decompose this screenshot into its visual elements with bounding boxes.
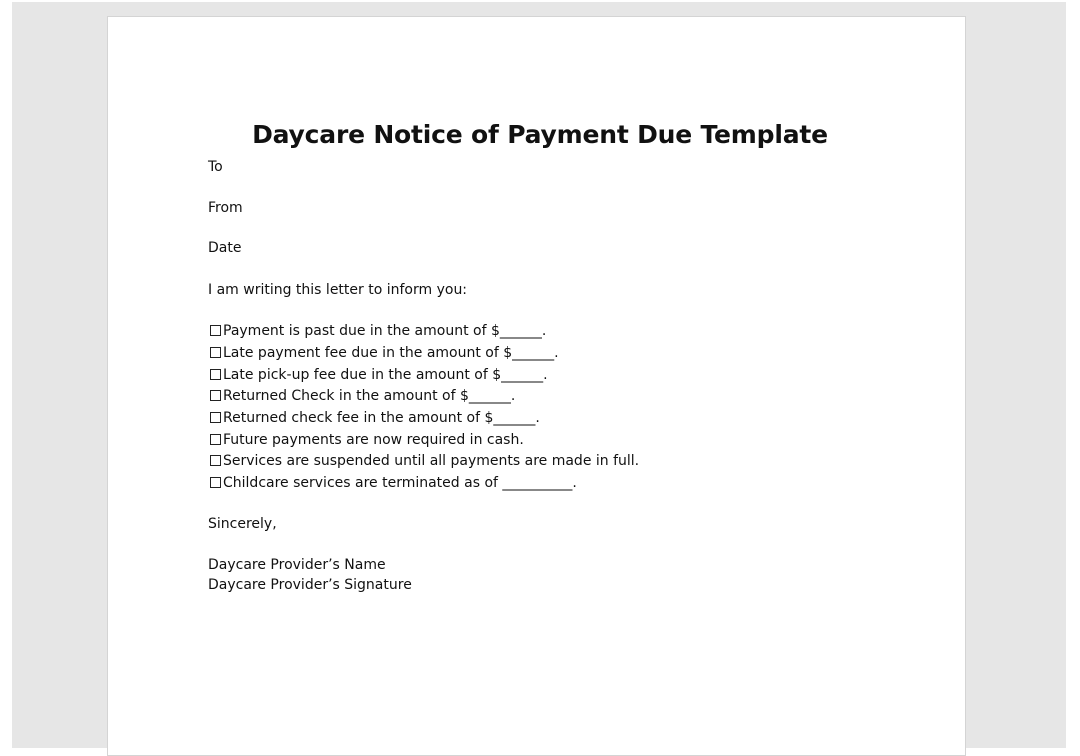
checklist-item-text: Services are suspended until all payments are made in full. — [223, 453, 640, 469]
checklist-item-text: Payment is past due in the amount of $______. — [223, 323, 547, 339]
checklist-item — [208, 474, 577, 492]
checkbox-icon[interactable] — [210, 434, 221, 445]
checkbox-icon[interactable] — [210, 325, 221, 336]
intro-text: I am writing this letter to inform you: — [208, 282, 468, 298]
checklist-item-text: Childcare services are terminated as of __________. — [223, 475, 577, 491]
provider-signature-line: Daycare Provider’s Signature — [208, 577, 412, 593]
checklist-item — [208, 344, 559, 362]
checklist-item-text: Returned check fee in the amount of $______. — [223, 410, 540, 426]
checklist-item-text: Late pick-up fee due in the amount of $______. — [223, 367, 548, 383]
date-field-label: Date — [208, 240, 242, 256]
checkbox-icon[interactable] — [210, 412, 221, 423]
checklist-item — [208, 452, 639, 470]
from-field-label: From — [208, 200, 243, 216]
checklist-item-text: Returned Check in the amount of $______. — [223, 388, 516, 404]
checkbox-icon[interactable] — [210, 369, 221, 380]
checklist-item-text: Late payment fee due in the amount of $______. — [223, 345, 559, 361]
checkbox-icon[interactable] — [210, 455, 221, 466]
closing-text: Sincerely, — [208, 516, 277, 532]
checklist-item — [208, 431, 524, 449]
document-title: Daycare Notice of Payment Due Template — [252, 120, 828, 149]
checklist-item — [208, 322, 546, 340]
checklist-item — [208, 387, 515, 405]
checkbox-icon[interactable] — [210, 390, 221, 401]
checklist-item-text: Future payments are now required in cash. — [223, 432, 524, 448]
checklist-item — [208, 366, 548, 384]
to-field-label: To — [208, 159, 223, 175]
checkbox-icon[interactable] — [210, 477, 221, 488]
provider-name-line: Daycare Provider’s Name — [208, 557, 386, 573]
checkbox-icon[interactable] — [210, 347, 221, 358]
checklist-item — [208, 409, 540, 427]
